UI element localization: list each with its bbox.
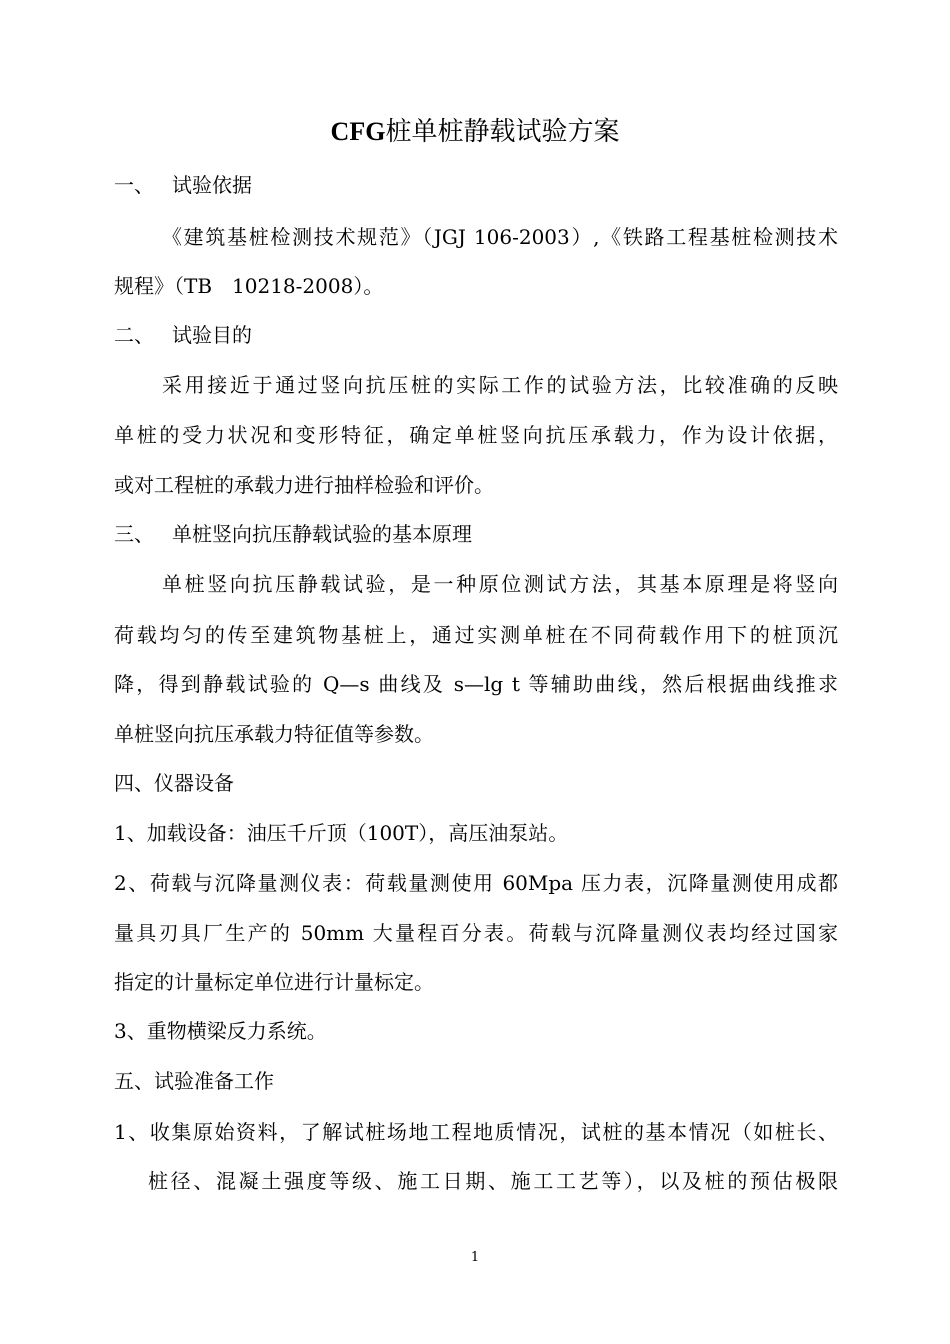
- list-item-continuation: 量具刃具厂生产的 50mm 大量程百分表。荷载与沉降量测仪表均经过国家: [114, 921, 838, 945]
- paragraph-line: 单桩竖向抗压静载试验，是一种原位测试方法，其基本原理是将竖向: [162, 572, 838, 596]
- paragraph-line: 采用接近于通过竖向抗压桩的实际工作的试验方法，比较准确的反映: [162, 373, 838, 397]
- list-item: 3、重物横梁反力系统。: [114, 1019, 327, 1043]
- title-cjk: 桩单桩静载试验方案: [385, 117, 620, 147]
- paragraph-line: 荷载均匀的传至建筑物基桩上，通过实测单桩在不同荷载作用下的桩顶沉: [114, 623, 838, 647]
- section-5-heading: 五、试验准备工作: [114, 1069, 274, 1093]
- list-item: 1、加载设备：油压千斤顶（100T），高压油泵站。: [114, 821, 569, 845]
- section-1-number: 一、: [114, 173, 154, 197]
- section-1-heading: [114, 170, 252, 200]
- section-3-title: 单桩竖向抗压静载试验的基本原理: [172, 522, 472, 546]
- paragraph-line: 单桩的受力状况和变形特征，确定单桩竖向抗压承载力，作为设计依据，: [114, 423, 838, 447]
- paragraph-line: 降，得到静载试验的 Q—s 曲线及 s—lg t 等辅助曲线，然后根据曲线推求: [114, 672, 838, 696]
- paragraph-line: 《建筑基桩检测技术规范》（JGJ 106-2003）,《铁路工程基桩检测技术: [162, 225, 838, 249]
- paragraph-line: 或对工程桩的承载力进行抽样检验和评价。: [114, 473, 494, 497]
- paragraph-line: 规程》（TB 10218-2008）。: [114, 274, 384, 298]
- section-2-heading: [114, 320, 252, 350]
- list-item: 1、收集原始资料，了解试桩场地工程地质情况，试桩的基本情况（如桩长、: [114, 1120, 838, 1144]
- list-item-continuation: 指定的计量标定单位进行计量标定。: [114, 970, 434, 994]
- title-latin: CFG: [330, 117, 386, 146]
- section-1-title: 试验依据: [172, 173, 252, 197]
- paragraph-line: 单桩竖向抗压承载力特征值等参数。: [114, 722, 434, 746]
- list-item: 2、荷载与沉降量测仪表：荷载量测使用 60Mpa 压力表，沉降量测使用成都: [114, 871, 838, 895]
- page-number: 1: [470, 1250, 480, 1265]
- list-item-continuation: 桩径、混凝土强度等级、施工日期、施工工艺等），以及桩的预估极限: [148, 1169, 838, 1193]
- section-2-number: 二、: [114, 323, 154, 347]
- document-title: [0, 112, 950, 152]
- section-3-number: 三、: [114, 522, 154, 546]
- section-2-title: 试验目的: [172, 323, 252, 347]
- section-3-heading: [114, 519, 472, 549]
- section-4-heading: 四、仪器设备: [114, 771, 234, 795]
